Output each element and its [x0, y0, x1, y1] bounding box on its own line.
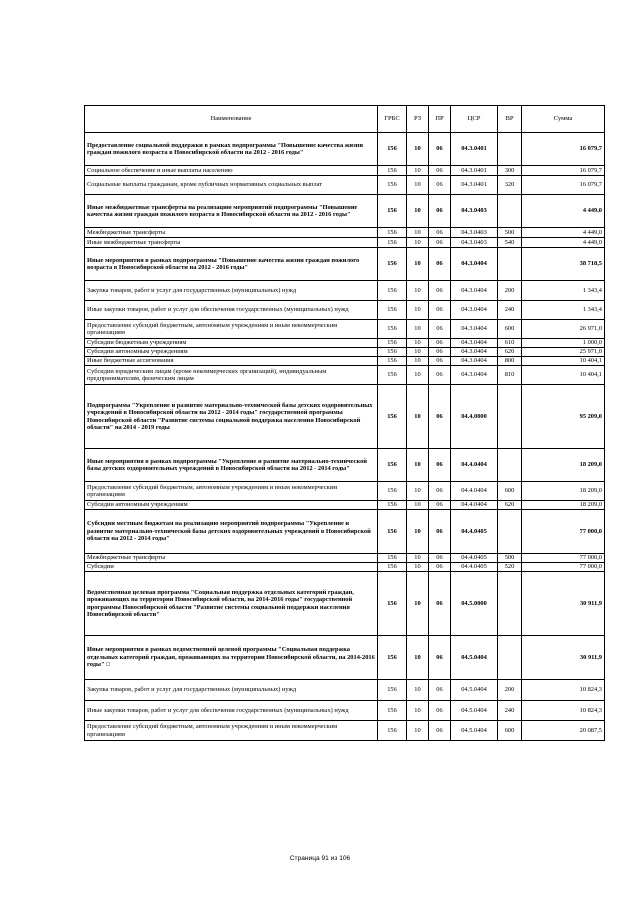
- cell-grbs: 156: [378, 238, 407, 248]
- cell-vr: 800: [498, 357, 522, 366]
- header-sum: Сумма: [522, 106, 605, 133]
- table-row: [85, 176, 605, 195]
- cell-name: Иные межбюджетные трансферты: [85, 238, 378, 248]
- cell-grbs: 156: [378, 339, 407, 348]
- cell-name: Закупка товаров, работ и услуг для государственных (муниципальных) нужд: [85, 680, 378, 701]
- cell-rz: 10: [407, 449, 429, 482]
- cell-grbs: 156: [378, 301, 407, 320]
- table-header-row: [85, 106, 605, 133]
- cell-csr: 04.4.0405: [451, 554, 498, 563]
- budget-table: [84, 105, 605, 741]
- cell-csr: 04.4.0405: [451, 510, 498, 554]
- cell-grbs: 156: [378, 510, 407, 554]
- cell-vr: 600: [498, 482, 522, 501]
- cell-sum: 95 209,0: [522, 385, 605, 449]
- cell-sum: 38 718,5: [522, 248, 605, 281]
- cell-name: Иные мероприятия в рамках ведомственной целевой программы "Социальная поддержка отдельных категорий граждан, проживающих на территории Новосибирской области, на 2014-2016 годы" □: [85, 636, 378, 680]
- budget-table-container: [84, 105, 604, 741]
- cell-name: Предоставление субсидий бюджетным, автономным учреждениям и иным некоммерческим организациям: [85, 482, 378, 501]
- cell-grbs: 156: [378, 449, 407, 482]
- cell-sum: 4 449,0: [522, 238, 605, 248]
- cell-vr: [498, 385, 522, 449]
- cell-vr: 620: [498, 348, 522, 357]
- cell-csr: 04.4.0000: [451, 385, 498, 449]
- cell-sum: 30 911,9: [522, 636, 605, 680]
- cell-csr: 04.4.0405: [451, 563, 498, 572]
- table-row: [85, 195, 605, 228]
- cell-csr: 04.3.0404: [451, 281, 498, 301]
- cell-csr: 04.3.0404: [451, 357, 498, 366]
- cell-pr: 06: [429, 357, 451, 366]
- cell-sum: 16 079,7: [522, 133, 605, 166]
- table-row: [85, 510, 605, 554]
- cell-name: Предоставление субсидий бюджетным, автономным учреждениям и иным некоммерческим организациям: [85, 320, 378, 339]
- table-row: [85, 348, 605, 357]
- cell-grbs: 156: [378, 385, 407, 449]
- cell-csr: 04.5.0404: [451, 721, 498, 741]
- cell-name: Субсидии: [85, 563, 378, 572]
- cell-rz: 10: [407, 482, 429, 501]
- table-row: [85, 238, 605, 248]
- cell-name: Подпрограмма "Укрепление и развитие материально-технической базы детских оздоровительных учреждений в Новосибирской области на 2012 - 2014 годы" государственной программы Новосибирской области "Развитие системы социальной поддержка населения Новосибирской области" на 2014 - 2019 годы: [85, 385, 378, 449]
- table-row: [85, 554, 605, 563]
- cell-sum: 4 449,0: [522, 228, 605, 238]
- cell-grbs: 156: [378, 176, 407, 195]
- cell-sum: 20 087,5: [522, 721, 605, 741]
- cell-grbs: 156: [378, 366, 407, 385]
- cell-grbs: 156: [378, 248, 407, 281]
- cell-vr: 520: [498, 563, 522, 572]
- cell-sum: 10 404,1: [522, 366, 605, 385]
- cell-grbs: 156: [378, 357, 407, 366]
- cell-vr: 240: [498, 301, 522, 320]
- cell-rz: 10: [407, 357, 429, 366]
- cell-sum: 18 209,0: [522, 449, 605, 482]
- cell-name: Субсидии бюджетным учреждениям: [85, 339, 378, 348]
- cell-csr: 04.3.0404: [451, 248, 498, 281]
- cell-name: Закупка товаров, работ и услуг для государственных (муниципальных) нужд: [85, 281, 378, 301]
- cell-pr: 06: [429, 238, 451, 248]
- cell-sum: 25 971,0: [522, 348, 605, 357]
- table-row: [85, 339, 605, 348]
- cell-sum: 77 000,0: [522, 563, 605, 572]
- cell-name: Субсидии местным бюджетам на реализацию мероприятий подпрограммы "Укрепление и развитие материально-технической базы детских оздоровительных учреждений в Новосибирской области на 2012 - 2014 годы": [85, 510, 378, 554]
- cell-rz: 10: [407, 281, 429, 301]
- cell-csr: 04.3.0401: [451, 166, 498, 176]
- cell-rz: 10: [407, 385, 429, 449]
- cell-rz: 10: [407, 195, 429, 228]
- cell-pr: 06: [429, 348, 451, 357]
- cell-pr: 06: [429, 636, 451, 680]
- cell-rz: 10: [407, 680, 429, 701]
- cell-csr: 04.4.0404: [451, 482, 498, 501]
- cell-rz: 10: [407, 339, 429, 348]
- cell-grbs: 156: [378, 636, 407, 680]
- table-row: [85, 636, 605, 680]
- cell-csr: 04.5.0000: [451, 572, 498, 636]
- cell-rz: 10: [407, 133, 429, 166]
- cell-name: Субсидии юридическим лицам (кроме некоммерческих организаций), индивидуальным предпринимателям, физическим лицам: [85, 366, 378, 385]
- table-row: [85, 701, 605, 721]
- cell-grbs: 156: [378, 501, 407, 510]
- cell-vr: [498, 195, 522, 228]
- cell-pr: 06: [429, 449, 451, 482]
- cell-grbs: 156: [378, 554, 407, 563]
- table-row: [85, 281, 605, 301]
- cell-grbs: 156: [378, 281, 407, 301]
- header-pr: ПР: [429, 106, 451, 133]
- cell-name: Иные закупки товаров, работ и услуг для обеспечения государственных (муниципальных) нужд: [85, 301, 378, 320]
- cell-name: Иные бюджетные ассигнования: [85, 357, 378, 366]
- cell-rz: 10: [407, 572, 429, 636]
- cell-rz: 10: [407, 166, 429, 176]
- cell-pr: 06: [429, 366, 451, 385]
- cell-rz: 10: [407, 320, 429, 339]
- cell-rz: 10: [407, 348, 429, 357]
- cell-csr: 04.3.0401: [451, 133, 498, 166]
- cell-sum: 1 000,0: [522, 339, 605, 348]
- table-row: [85, 449, 605, 482]
- cell-grbs: 156: [378, 228, 407, 238]
- cell-csr: 04.3.0404: [451, 320, 498, 339]
- cell-grbs: 156: [378, 133, 407, 166]
- cell-name: Социальные выплаты гражданам, кроме публичных нормативных социальных выплат: [85, 176, 378, 195]
- cell-grbs: 156: [378, 482, 407, 501]
- cell-sum: 16 079,7: [522, 166, 605, 176]
- cell-pr: 06: [429, 510, 451, 554]
- cell-rz: 10: [407, 176, 429, 195]
- cell-name: Предоставление социальной поддержки в рамках подпрограммы "Повышение качества жизни граждан пожилого возраста в Новосибирской области на 2012 - 2016 годы": [85, 133, 378, 166]
- cell-rz: 10: [407, 563, 429, 572]
- cell-vr: 540: [498, 238, 522, 248]
- cell-vr: [498, 636, 522, 680]
- cell-vr: 200: [498, 281, 522, 301]
- cell-pr: 06: [429, 680, 451, 701]
- cell-sum: 10 824,3: [522, 680, 605, 701]
- cell-rz: 10: [407, 238, 429, 248]
- cell-rz: 10: [407, 636, 429, 680]
- cell-pr: 06: [429, 195, 451, 228]
- cell-name: Иные закупки товаров, работ и услуг для обеспечения государственных (муниципальных) нужд: [85, 701, 378, 721]
- cell-name: Ведомственная целевая программа "Социальная поддержка отдельных категорий граждан, проживающих на территории Новосибирской области, на 2014-2016 годы" государственной программы Новосибирской области "Развитие системы социальной поддержки населения Новосибирской области": [85, 572, 378, 636]
- cell-pr: 06: [429, 281, 451, 301]
- header-name: Наименование: [85, 106, 378, 133]
- cell-rz: 10: [407, 501, 429, 510]
- cell-csr: 04.3.0403: [451, 195, 498, 228]
- cell-sum: 18 209,0: [522, 501, 605, 510]
- cell-pr: 06: [429, 501, 451, 510]
- cell-csr: 04.5.0404: [451, 701, 498, 721]
- cell-pr: 06: [429, 339, 451, 348]
- cell-rz: 10: [407, 228, 429, 238]
- table-row: [85, 228, 605, 238]
- cell-sum: 10 824,3: [522, 701, 605, 721]
- table-row: [85, 563, 605, 572]
- cell-csr: 04.5.0404: [451, 636, 498, 680]
- cell-csr: 04.3.0404: [451, 339, 498, 348]
- cell-grbs: 156: [378, 195, 407, 228]
- cell-grbs: 156: [378, 563, 407, 572]
- cell-rz: 10: [407, 721, 429, 741]
- table-row: [85, 721, 605, 741]
- header-csr: ЦСР: [451, 106, 498, 133]
- table-row: [85, 501, 605, 510]
- cell-pr: 06: [429, 572, 451, 636]
- cell-pr: 06: [429, 301, 451, 320]
- cell-pr: 06: [429, 320, 451, 339]
- cell-sum: 77 000,0: [522, 554, 605, 563]
- cell-grbs: 156: [378, 320, 407, 339]
- table-row: [85, 166, 605, 176]
- cell-name: Субсидии автономным учреждениям: [85, 348, 378, 357]
- cell-vr: 620: [498, 501, 522, 510]
- page-footer: Страница 91 из 106: [289, 855, 351, 862]
- cell-csr: 04.4.0404: [451, 501, 498, 510]
- cell-name: Социальное обеспечение и иные выплаты населению: [85, 166, 378, 176]
- header-vr: ВР: [498, 106, 522, 133]
- table-row: [85, 366, 605, 385]
- cell-sum: 30 911,9: [522, 572, 605, 636]
- table-row: [85, 482, 605, 501]
- cell-rz: 10: [407, 366, 429, 385]
- cell-vr: [498, 449, 522, 482]
- cell-pr: 06: [429, 133, 451, 166]
- cell-pr: 06: [429, 554, 451, 563]
- cell-name: Субсидии автономным учреждениям: [85, 501, 378, 510]
- cell-csr: 04.4.0404: [451, 449, 498, 482]
- table-row: [85, 133, 605, 166]
- table-row: [85, 357, 605, 366]
- cell-rz: 10: [407, 510, 429, 554]
- cell-sum: 10 404,1: [522, 357, 605, 366]
- cell-vr: 610: [498, 339, 522, 348]
- cell-name: Иные мероприятия в рамках подпрограммы "Повышение качества жизни граждан пожилого возраста в Новосибирской области на 2012 - 2016 годы": [85, 248, 378, 281]
- cell-sum: 16 079,7: [522, 176, 605, 195]
- cell-vr: 600: [498, 721, 522, 741]
- cell-vr: [498, 510, 522, 554]
- cell-csr: 04.3.0401: [451, 176, 498, 195]
- cell-vr: 500: [498, 554, 522, 563]
- cell-pr: 06: [429, 563, 451, 572]
- cell-sum: 26 971,0: [522, 320, 605, 339]
- cell-grbs: 156: [378, 680, 407, 701]
- cell-rz: 10: [407, 248, 429, 281]
- cell-vr: 200: [498, 680, 522, 701]
- table-row: [85, 301, 605, 320]
- cell-name: Межбюджетные трансферты: [85, 228, 378, 238]
- header-rz: РЗ: [407, 106, 429, 133]
- cell-grbs: 156: [378, 572, 407, 636]
- cell-grbs: 156: [378, 701, 407, 721]
- cell-vr: [498, 572, 522, 636]
- cell-csr: 04.3.0403: [451, 228, 498, 238]
- cell-vr: 810: [498, 366, 522, 385]
- cell-sum: 1 343,4: [522, 281, 605, 301]
- table-row: [85, 248, 605, 281]
- cell-csr: 04.3.0404: [451, 301, 498, 320]
- cell-rz: 10: [407, 701, 429, 721]
- cell-grbs: 156: [378, 721, 407, 741]
- cell-name: Иные мероприятия в рамках подпрограммы "Укрепление и развитие материально-технической базы детских оздоровительных учреждений в Новосибирской области на 2012 - 2014 годы": [85, 449, 378, 482]
- cell-grbs: 156: [378, 166, 407, 176]
- cell-pr: 06: [429, 385, 451, 449]
- cell-rz: 10: [407, 554, 429, 563]
- cell-csr: 04.3.0404: [451, 366, 498, 385]
- header-grbs: ГРБС: [378, 106, 407, 133]
- cell-pr: 06: [429, 721, 451, 741]
- cell-pr: 06: [429, 701, 451, 721]
- cell-pr: 06: [429, 482, 451, 501]
- cell-vr: 320: [498, 176, 522, 195]
- cell-vr: 300: [498, 166, 522, 176]
- cell-pr: 06: [429, 248, 451, 281]
- table-row: [85, 320, 605, 339]
- cell-pr: 06: [429, 228, 451, 238]
- cell-grbs: 156: [378, 348, 407, 357]
- cell-csr: 04.3.0404: [451, 348, 498, 357]
- cell-sum: 77 000,0: [522, 510, 605, 554]
- cell-name: Предоставление субсидий бюджетным, автономным учреждениям и иным некоммерческим организациям: [85, 721, 378, 741]
- table-row: [85, 680, 605, 701]
- table-row: [85, 572, 605, 636]
- cell-vr: 600: [498, 320, 522, 339]
- cell-vr: 240: [498, 701, 522, 721]
- cell-sum: 1 343,4: [522, 301, 605, 320]
- cell-rz: 10: [407, 301, 429, 320]
- cell-name: Межбюджетные трансферты: [85, 554, 378, 563]
- cell-csr: 04.5.0404: [451, 680, 498, 701]
- cell-vr: 500: [498, 228, 522, 238]
- cell-sum: 4 449,0: [522, 195, 605, 228]
- cell-pr: 06: [429, 176, 451, 195]
- cell-vr: [498, 248, 522, 281]
- cell-vr: [498, 133, 522, 166]
- cell-pr: 06: [429, 166, 451, 176]
- cell-name: Иные межбюджетные трансферты на реализацию мероприятий подпрограммы "Повышение качества жизни граждан пожилого возраста в Новосибирской области на 2012 - 2016 годы": [85, 195, 378, 228]
- cell-sum: 18 209,0: [522, 482, 605, 501]
- cell-csr: 04.3.0403: [451, 238, 498, 248]
- table-row: [85, 385, 605, 449]
